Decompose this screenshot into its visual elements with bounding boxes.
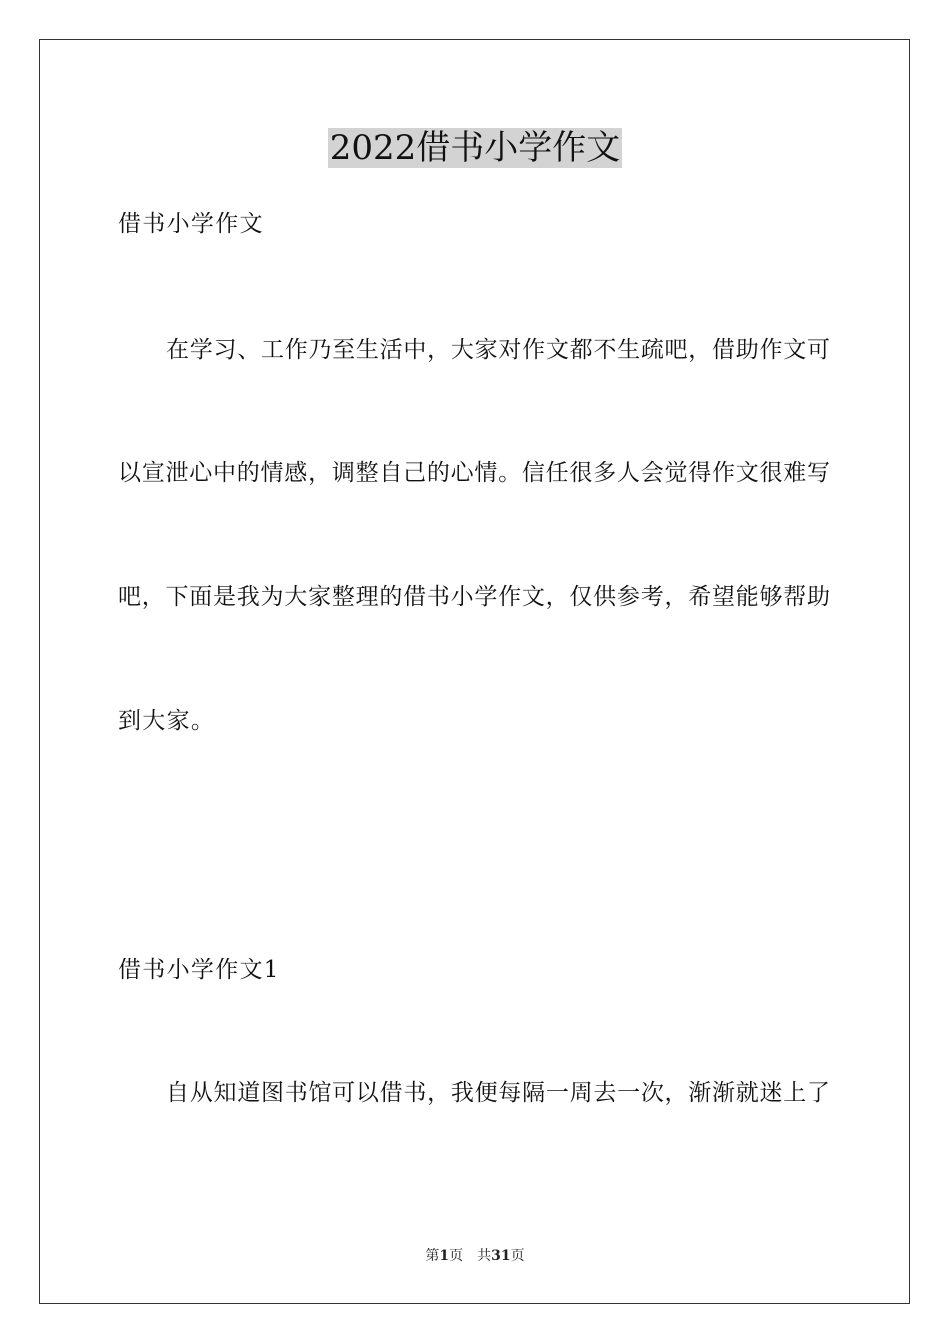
intro-paragraph-line-1: 在学习、工作乃至生活中，大家对作文都不生疏吧，借助作文可 [166, 337, 830, 363]
intro-paragraph-line-3: 吧，下面是我为大家整理的借书小学作文，仅供参考，希望能够帮助 [118, 584, 830, 610]
section-heading: 借书小学作文1 [118, 957, 280, 983]
intro-paragraph-line-2: 以宣泄心中的情感，调整自己的心情。信任很多人会觉得作文很难写 [118, 460, 830, 486]
document-title [0, 126, 950, 170]
document-subtitle: 借书小学作文 [118, 211, 264, 237]
footer-page-current: 1 [439, 1248, 450, 1264]
page-footer [0, 1247, 950, 1265]
intro-paragraph-line-4: 到大家。 [118, 708, 216, 734]
footer-total-suffix: 页 [510, 1248, 525, 1264]
section-paragraph-line-1: 自从知道图书馆可以借书，我便每隔一周去一次，渐渐就迷上了 [166, 1080, 830, 1106]
footer-page-suffix: 页 [449, 1248, 464, 1264]
footer-page-prefix: 第 [425, 1248, 440, 1264]
footer-total-prefix: 共 [477, 1248, 492, 1264]
document-title-text: 2022借书小学作文 [329, 128, 621, 168]
footer-page-total: 31 [491, 1248, 511, 1264]
